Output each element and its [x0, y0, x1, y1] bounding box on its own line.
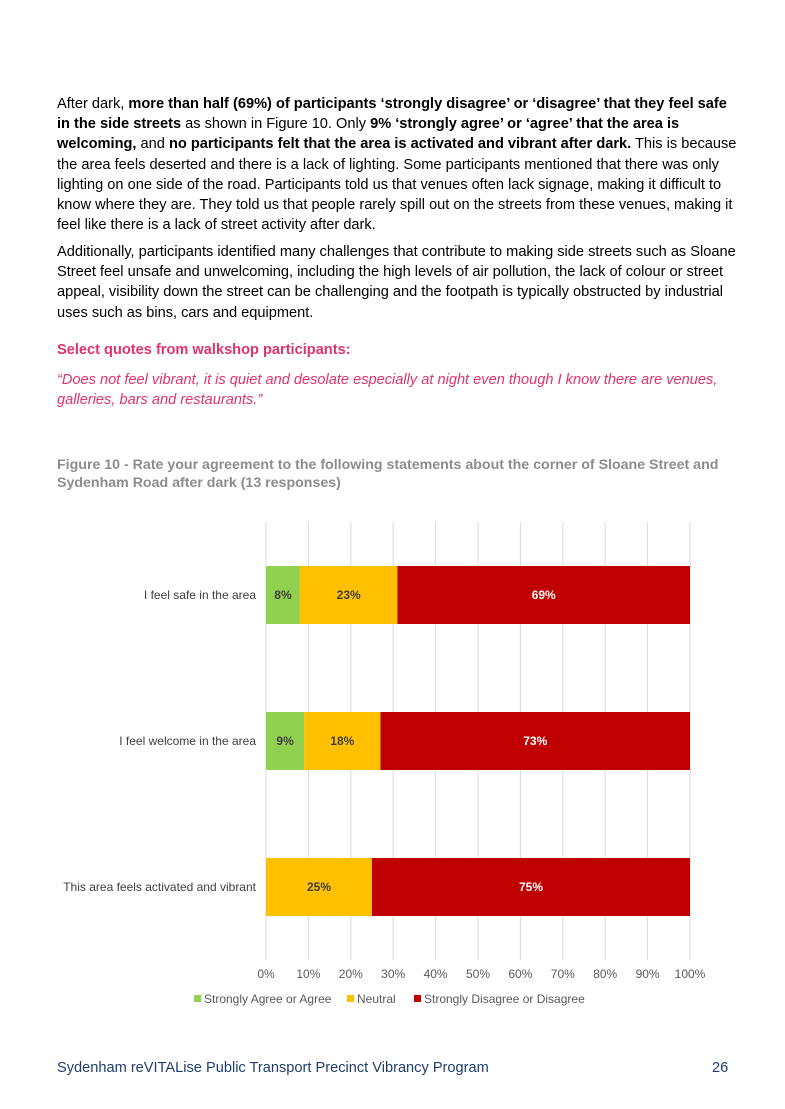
text-run: 9% ‘strongly agree’ or ‘agree’ that the area is welcoming, — [57, 116, 680, 153]
text-run: and — [136, 136, 169, 153]
data-label: 75% — [518, 880, 544, 894]
figure-caption: Figure 10 - Rate your agreement to the following statements about the corner of Sloane Street and Sydenham Road after dark (13 responses) — [57, 457, 719, 491]
page-number: 26 — [712, 1060, 729, 1076]
text-run: no participants felt that the area is activated and vibrant after dark. — [168, 136, 632, 153]
paragraph-challenges: Additionally, participants identified many challenges that contribute to making side streets such as Sloane Street feel unsafe and unwelcoming, including the high levels of air pollution, the lack of colour or street appeal, visibility down the street can be challenging and the footpath is typically obstructed by industrial uses such as bins, cars and equipment. — [57, 244, 736, 321]
x-tick-label: 100% — [674, 967, 706, 981]
footer-title: Sydenham reVITALise Public Transport Precinct Vibrancy Program — [57, 1060, 489, 1076]
data-label: 73% — [523, 734, 548, 748]
data-label: 9% — [276, 734, 294, 748]
quotes-heading: Select quotes from walkshop participants: — [57, 342, 351, 358]
data-label: 23% — [336, 588, 361, 602]
data-label: 69% — [531, 588, 556, 602]
x-tick-label: 20% — [338, 967, 363, 981]
data-label: 25% — [306, 880, 332, 894]
x-tick-label: 60% — [508, 967, 533, 981]
category-label: I feel safe in the area — [143, 588, 256, 602]
x-tick-label: 80% — [593, 967, 618, 981]
participant-quote: “Does not feel vibrant, it is quiet and desolate especially at night even though I know there are venues, galleries, bars and restaurants.” — [57, 372, 718, 409]
data-label: 8% — [274, 588, 292, 602]
x-tick-label: 40% — [423, 967, 448, 981]
data-label: 18% — [330, 734, 355, 748]
legend-label: Neutral — [357, 992, 396, 1006]
category-label: This area feels activated and vibrant — [63, 880, 256, 894]
legend-swatch — [414, 995, 421, 1002]
text-run: as shown in Figure 10. Only — [181, 116, 371, 133]
paragraph-after-dark — [57, 94, 737, 235]
text-run: After dark, — [57, 96, 129, 112]
x-tick-label: 30% — [381, 967, 406, 981]
text-run: This is because the area feels deserted and there is a lack of lighting. Some participants mentioned that there was only lighting on one side of the road. Participants told us that venues often lack signage, making it difficult to know where they are. They told us that people rarely spill out on the streets from these venues, making it feel like there is a lack of street activity after dark. — [57, 136, 737, 234]
x-tick-label: 70% — [550, 967, 575, 981]
legend-swatch — [347, 995, 354, 1002]
legend-label: Strongly Disagree or Disagree — [424, 992, 585, 1006]
category-label: I feel welcome in the area — [119, 734, 256, 748]
x-tick-label: 10% — [296, 967, 321, 981]
legend-label: Strongly Agree or Agree — [204, 992, 332, 1006]
text-run: more than half (69%) of participants ‘strongly disagree’ or ‘disagree’ that they feel safe in the side streets — [57, 96, 727, 133]
x-tick-label: 0% — [257, 967, 275, 981]
stacked-bar-chart — [0, 500, 785, 1020]
x-tick-label: 50% — [465, 967, 491, 981]
legend-swatch — [194, 995, 201, 1002]
x-tick-label: 90% — [635, 967, 660, 981]
